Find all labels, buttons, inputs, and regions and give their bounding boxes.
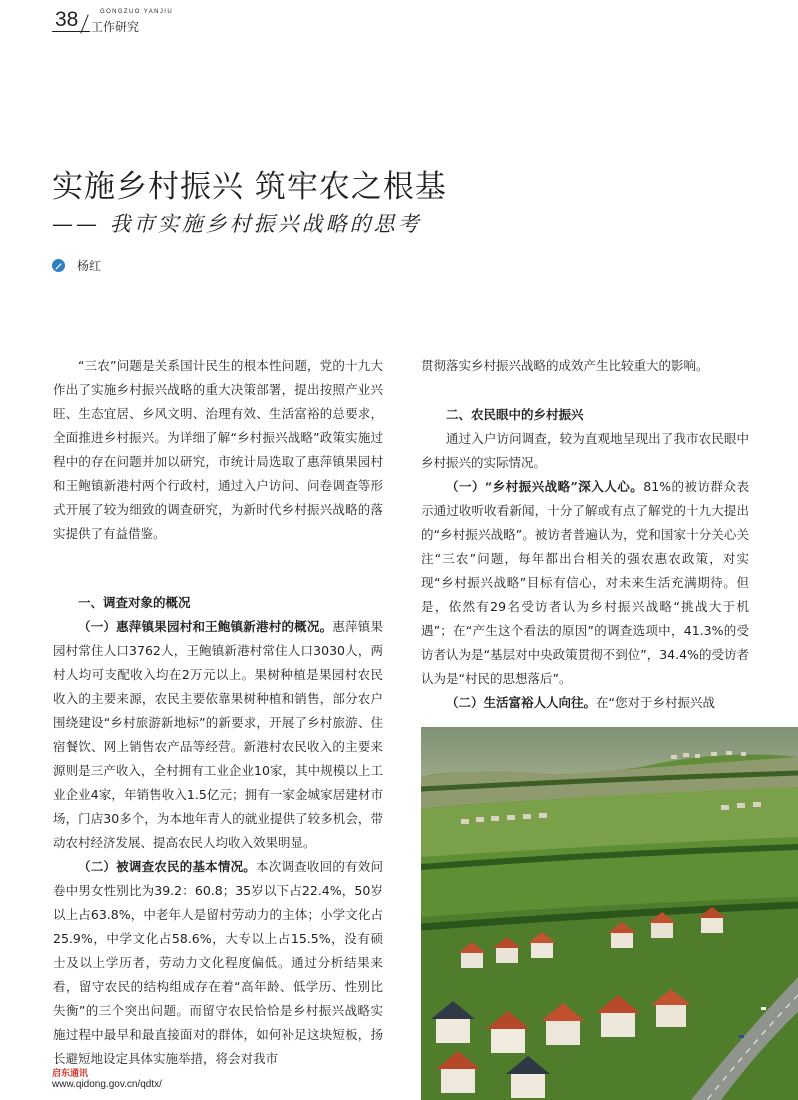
article-subtitle: —— 我市实施乡村振兴战略的思考 <box>52 212 422 236</box>
article-title: 实施乡村振兴 筑牢农之根基 <box>52 169 447 205</box>
paragraph-villages <box>53 615 383 855</box>
author-name: 杨红 <box>77 259 102 273</box>
section-pinyin: GONGZUO YANJIU <box>100 9 174 15</box>
subheading-prosperity: （二）生活富裕人人向往。 <box>446 695 597 710</box>
heading-farmers-view: 二、农民眼中的乡村振兴 <box>446 407 584 422</box>
author-line <box>52 257 101 274</box>
subheading-farmers: （二）被调查农民的基本情况。 <box>78 859 257 874</box>
village-photo <box>421 727 798 1100</box>
paragraph-farmers <box>53 855 383 1071</box>
intro-paragraph: “三农”问题是关系国计民生的根本性问题，党的十九大作出了实施乡村振兴战略的重大决策部署，提出按照产业兴旺、生态宜居、乡风文明、治理有效、生活富裕的总要求，全面推进乡村振兴。为详细了解“乡村振兴战略”政策实施过程中的存在问题并加以研究，市统计局选取了惠萍镇果园村和王鲍镇新港村两个行政村，通过入户访问、问卷调查等形式开展了较为细致的调查研究，为新时代乡村振兴战略的落实提供了有益借鉴。 <box>53 358 383 541</box>
continued-text: 贯彻落实乡村振兴战略的成效产生比较重大的影响。 <box>421 358 709 373</box>
prosperity-text: 在“您对于乡村振兴战 <box>596 695 715 710</box>
page-number: 38 <box>55 8 79 31</box>
section-label: 工作研究 <box>91 20 140 34</box>
paragraph-prosperity <box>421 691 749 715</box>
left-column <box>53 354 383 1071</box>
villages-text: 惠萍镇果园村常住人口3762人，王鲍镇新港村常住人口3030人，两村人均可支配收入均在2万元以上。果树种植是果园村农民收入的主要来源，农民主要依靠果树种植和销售，部分农户围绕建设“乡村旅游新地标”的新要求，开展了乡村旅游、住宿餐饮、网上销售农产品等经营。新港村农民收入的主要来源则是三产收入，全村拥有工业企业10家，其中规模以上工业企业4家，年销售收入1.5亿元；拥有一家金城家居建材市场，门店30多个，为本地年青人的就业提供了较多机会，带动农村经济发展、提高农民人均收入效果明显。 <box>53 619 383 850</box>
paragraph-survey-intro: 通过入户访问调查，较为直观地呈现出了我市农民眼中乡村振兴的实际情况。 <box>421 431 749 470</box>
pen-icon <box>52 259 65 272</box>
footer-brand: 启东通讯 <box>52 1069 89 1079</box>
footer-url: www.qidong.gov.cn/qdtx/ <box>52 1079 162 1090</box>
right-column <box>421 354 749 715</box>
strategy-text: 81%的被访群众表示通过收听收看新闻，十分了解或有点了解党的十九大提出的“乡村振兴战略”。被访者普遍认为，党和国家十分关心关注“三农”问题，每年都出台相关的强农惠农政策，对实现“乡村振兴战略”目标有信心，对未来生活充满期待。但是，依然有29名受访者认为乡村振兴战略“挑战大于机遇”；在“产生这个看法的原因”的调查选项中，41.3%的受访者认为是“基层对中央政策贯彻不到位”，34.4%的受访者认为是“村民的思想落后”。 <box>421 479 749 686</box>
heading-survey-overview: 一、调查对象的概况 <box>78 595 191 610</box>
farmers-text: 本次调查收回的有效问卷中男女性别比为39.2：60.8；35岁以下占22.4%，50岁以上占63.8%，中老年人是留村劳动力的主体；小学文化占25.9%，中学文化占58.6%，大专以上占15.5%，没有硕士及以上学历者，劳动力文化程度偏低。通过分析结果来看，留守农民的结构组成存在着“高年龄、低学历、性别比失衡”的三个突出问题。而留守农民恰恰是乡村振兴战略实施过程中最早和最直接面对的群体，如何补足这块短板，扬长避短地设定具体实施举措，将会对我市 <box>53 859 383 1066</box>
subheading-strategy: （一）“乡村振兴战略”深入人心。 <box>446 479 644 494</box>
subheading-villages: （一）惠萍镇果园村和王鲍镇新港村的概况。 <box>78 619 333 634</box>
paragraph-strategy <box>421 475 749 691</box>
header-rule <box>52 31 90 32</box>
